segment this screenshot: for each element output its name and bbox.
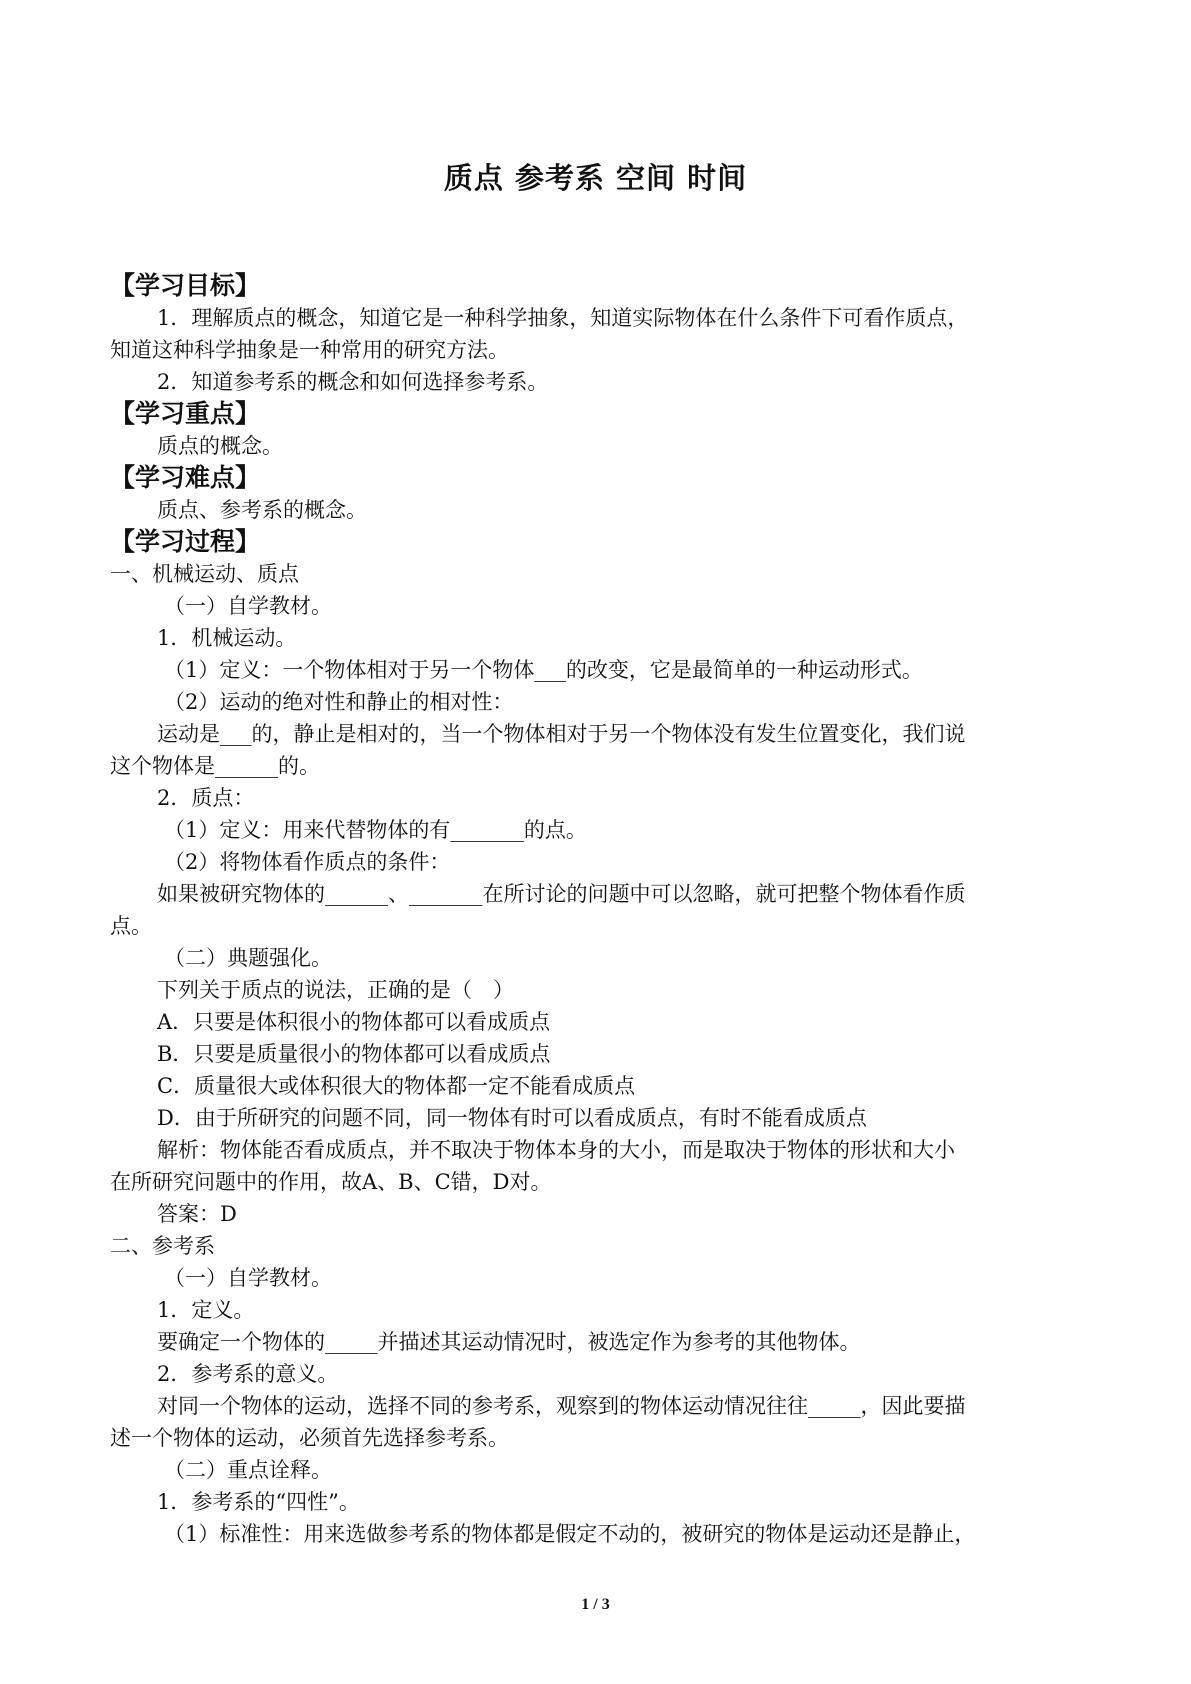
text-line: （1）定义：用来代替物体的有_______的点。 (164, 818, 587, 842)
text-line: 质点、参考系的概念。 (157, 498, 367, 522)
text-line: 2．知道参考系的概念和如何选择参考系。 (157, 370, 549, 394)
text-line: 要确定一个物体的_____并描述其运动情况时，被选定作为参考的其他物体。 (157, 1330, 861, 1354)
text-line: （2）运动的绝对性和静止的相对性： (164, 690, 514, 714)
text-line: B．只要是质量很小的物体都可以看成质点 (157, 1042, 551, 1066)
text-line: 1．参考系的“四性”。 (157, 1490, 360, 1514)
text-line: 1．机械运动。 (157, 626, 297, 650)
page-number: 1 / 3 (581, 1596, 610, 1613)
text-line: 解析：物体能否看成质点，并不取决于物体本身的大小，而是取决于物体的形状和大小 (157, 1138, 955, 1162)
text-line: （一）自学教材。 (164, 594, 332, 618)
text-line: （二）典题强化。 (164, 946, 332, 970)
text-line: 2．参考系的意义。 (157, 1362, 339, 1386)
text-line: （二）重点诠释。 (164, 1458, 332, 1482)
text-line: D．由于所研究的问题不同，同一物体有时可以看成质点，有时不能看成质点 (157, 1106, 867, 1130)
section-heading: 【学习过程】 (110, 527, 261, 556)
text-line: 1．理解质点的概念，知道它是一种科学抽象，知道实际物体在什么条件下可看作质点， (157, 306, 969, 330)
text-line: （2）将物体看作质点的条件： (164, 850, 451, 874)
text-line: 二、参考系 (110, 1234, 215, 1258)
text-line: 质点的概念。 (157, 434, 283, 458)
text-line: （1）标准性：用来选做参考系的物体都是假定不动的，被研究的物体是运动还是静止， (164, 1522, 976, 1546)
text-line: （1）定义：一个物体相对于另一个物体___的改变，它是最简单的一种运动形式。 (164, 658, 923, 682)
text-line: C．质量很大或体积很大的物体都一定不能看成质点 (157, 1074, 636, 1098)
section-heading: 【学习重点】 (110, 399, 261, 428)
document-body (110, 270, 1100, 1550)
text-line: A．只要是体积很小的物体都可以看成质点 (157, 1010, 551, 1034)
text-line: 2．质点： (157, 786, 255, 810)
section-heading: 【学习难点】 (110, 463, 261, 492)
text-line: 知道这种科学抽象是一种常用的研究方法。 (110, 338, 509, 362)
text-line: 述一个物体的运动，必须首先选择参考系。 (110, 1426, 509, 1450)
text-line: （一）自学教材。 (164, 1266, 332, 1290)
text-line: 答案：D (157, 1202, 237, 1226)
text-line: 一、机械运动、质点 (110, 562, 299, 586)
text-line: 如果被研究物体的______、_______在所讨论的问题中可以忽略，就可把整个物体看作质 (157, 882, 966, 906)
text-line: 下列关于质点的说法，正确的是（ ） (157, 978, 514, 1002)
text-line: 这个物体是______的。 (110, 754, 320, 778)
section-heading: 【学习目标】 (110, 271, 261, 300)
page-title: 质点 参考系 空间 时间 (443, 161, 748, 195)
text-line: 在所研究问题中的作用，故A、B、C错，D对。 (110, 1170, 552, 1194)
text-line: 运动是___的，静止是相对的，当一个物体相对于另一个物体没有发生位置变化，我们说 (157, 722, 966, 746)
text-line: 对同一个物体的运动，选择不同的参考系，观察到的物体运动情况往往_____，因此要描 (157, 1394, 966, 1418)
text-line: 点。 (110, 914, 152, 938)
text-line: 1．定义。 (157, 1298, 255, 1322)
